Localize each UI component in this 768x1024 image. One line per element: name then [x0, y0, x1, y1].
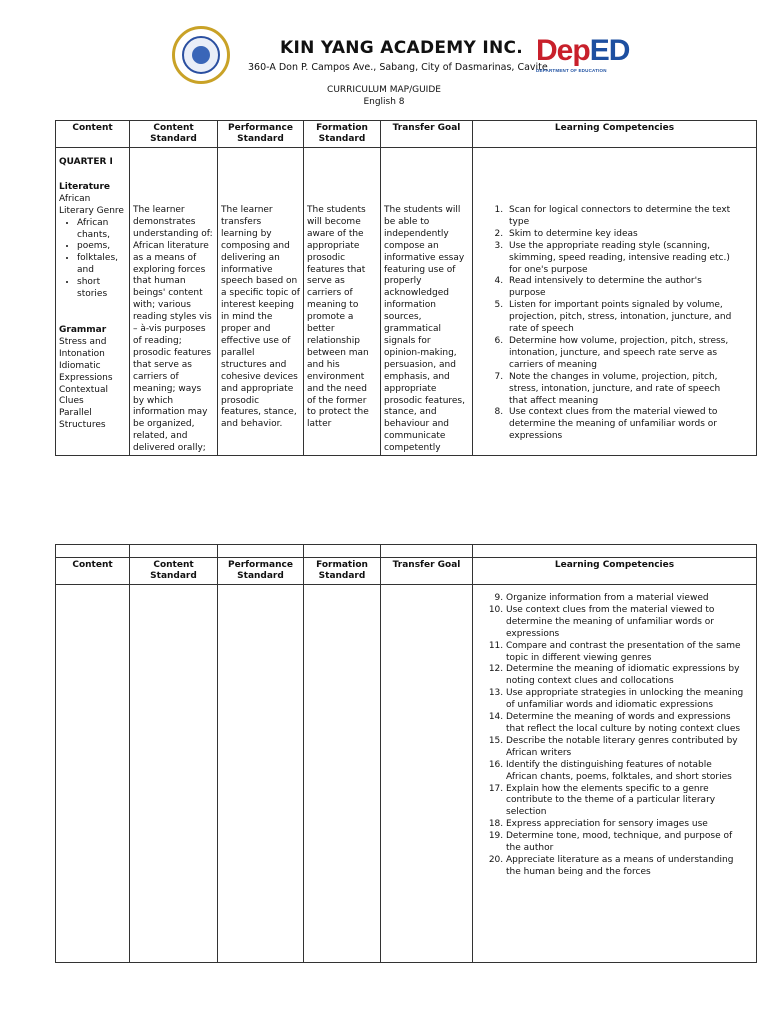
table-header-row [56, 558, 757, 585]
deped-logo-text-dep: Dep [536, 34, 590, 67]
column-header: Learning Competencies [473, 121, 757, 148]
list-item: 4. Read intensively to determine the author's purpose [506, 276, 739, 300]
table-header-row [56, 121, 757, 148]
genre-list [59, 218, 126, 301]
list-item: 6. Determine how volume, projection, pitch, stress, intonation, juncture, and speech rate serve as carriers of meaning [506, 336, 739, 372]
column-header: Transfer Goal [381, 121, 473, 148]
content-line: Expressions [59, 372, 113, 383]
table-row [56, 148, 757, 456]
document-header [0, 0, 768, 120]
list-item: • poems, [77, 241, 126, 253]
curriculum-table-2 [55, 544, 757, 963]
content-standard-text: The learner demonstrates understanding of: African literature as a means of exploring forces that human beings' content with; various reading styles vis – à-vis purposes of reading; prosodic features that serve as carriers of meaning; ways by which information may be organized, related, and delivered orally; [133, 205, 213, 454]
performance-standard-text: The learner transfers learning by composing and delivering an informative speech based on a specific topic of interest keeping in mind the proper and effective use of parallel structures and cohesive devices and appropriate prosodic features, stance, and behavior. [221, 205, 300, 430]
list-item: • African chants, [77, 218, 126, 242]
list-item: 1. Scan for logical connectors to determine the text type [506, 205, 739, 229]
school-address: 360-A Don P. Campos Ave., Sabang, City of Dasmarinas, Cavite [248, 62, 548, 73]
learning-competencies-cell [473, 148, 757, 456]
column-header: Learning Competencies [473, 558, 757, 585]
transfer-goal-text: The students will be able to independently compose an informative essay featuring use of properly acknowledged information sources, grammatical signals for opinion-making, persuasion, and emphasis, and appropriate prosodic features, stance, and behaviour and communicate competently [384, 205, 465, 454]
column-header: Performance Standard [218, 558, 304, 585]
list-item: • short stories [77, 277, 126, 301]
competency-list [476, 593, 753, 879]
quarter-label: QUARTER I [59, 157, 113, 167]
column-header: Formation Standard [304, 558, 381, 585]
list-item: 2. Skim to determine key ideas [506, 229, 739, 241]
content-standard-cell [130, 148, 218, 456]
transfer-goal-cell [381, 148, 473, 456]
list-item: 18. Express appreciation for sensory images use [506, 819, 745, 831]
content-line: African [59, 193, 91, 204]
literature-heading: Literature [59, 181, 110, 192]
content-line: Idiomatic [59, 360, 101, 371]
content-line: Contextual [59, 384, 108, 395]
list-item: 20. Appreciate literature as a means of understanding the human being and the forces [506, 855, 745, 879]
grammar-heading: Grammar [59, 324, 107, 335]
list-item: • folktales, and [77, 253, 126, 277]
learning-competencies-cell [473, 585, 757, 963]
list-item: 8. Use context clues from the material viewed to determine the meaning of unfamiliar words or expressions [506, 407, 739, 443]
subject-title: English 8 [363, 97, 405, 107]
content-line: Literary Genre [59, 205, 124, 216]
column-header: Transfer Goal [381, 558, 473, 585]
formation-standard-text: The students will become aware of the appropriate prosodic features that serve as carriers of meaning to promote a better relationship between man and his environment and the need of the former to protect the latter [307, 205, 369, 430]
column-header: Content [56, 558, 130, 585]
list-item: 15. Describe the notable literary genres contributed by African writers [506, 736, 745, 760]
list-item: 7. Note the changes in volume, projection, pitch, stress, intonation, juncture, and rate of speech that affect meaning [506, 372, 739, 408]
list-item: 16. Identify the distinguishing features of notable African chants, poems, folktales, and short stories [506, 760, 745, 784]
list-item: 12. Determine the meaning of idiomatic expressions by noting context clues and collocations [506, 664, 745, 688]
list-item: 11. Compare and contrast the presentation of the same topic in different viewing genres [506, 641, 745, 665]
table-row [56, 585, 757, 963]
list-item: 5. Listen for important points signaled by volume, projection, pitch, stress, intonation, juncture, and rate of speech [506, 300, 739, 336]
deped-logo-subtitle: DEPARTMENT OF EDUCATION [536, 68, 607, 73]
performance-standard-cell [218, 148, 304, 456]
content-cell [56, 148, 130, 456]
table-spacer-row [56, 545, 757, 558]
school-seal-icon [172, 26, 230, 84]
list-item: 17. Explain how the elements specific to a genre contribute to the theme of a particular literary selection [506, 784, 745, 820]
competency-list [476, 205, 753, 443]
list-item: 3. Use the appropriate reading style (scanning, skimming, speed reading, intensive reading etc.) for one's purpose [506, 241, 739, 277]
school-name: KIN YANG ACADEMY INC. [280, 38, 524, 58]
list-item: 10. Use context clues from the material viewed to determine the meaning of unfamiliar words or expressions [506, 605, 745, 641]
column-header: Performance Standard [218, 121, 304, 148]
column-header: Content Standard [130, 558, 218, 585]
content-line: Structures [59, 420, 106, 431]
list-item: 19. Determine tone, mood, technique, and purpose of the author [506, 831, 745, 855]
deped-logo-icon [536, 34, 630, 80]
list-item: 13. Use appropriate strategies in unlocking the meaning of unfamiliar words and idiomatic expressions [506, 688, 745, 712]
column-header: Content [56, 121, 130, 148]
content-line: Intonation [59, 348, 105, 359]
content-line: Parallel [59, 408, 92, 419]
list-item: 9. Organize information from a material viewed [506, 593, 745, 605]
content-line: Clues [59, 396, 84, 407]
column-header: Formation Standard [304, 121, 381, 148]
column-header: Content Standard [130, 121, 218, 148]
document-title: CURRICULUM MAP/GUIDE [327, 85, 441, 95]
list-item: 14. Determine the meaning of words and expressions that reflect the local culture by noting context clues [506, 712, 745, 736]
curriculum-table-1 [55, 120, 757, 456]
formation-standard-cell [304, 148, 381, 456]
deped-logo-text-ed: ED [589, 34, 630, 67]
content-line: Stress and [59, 336, 107, 347]
